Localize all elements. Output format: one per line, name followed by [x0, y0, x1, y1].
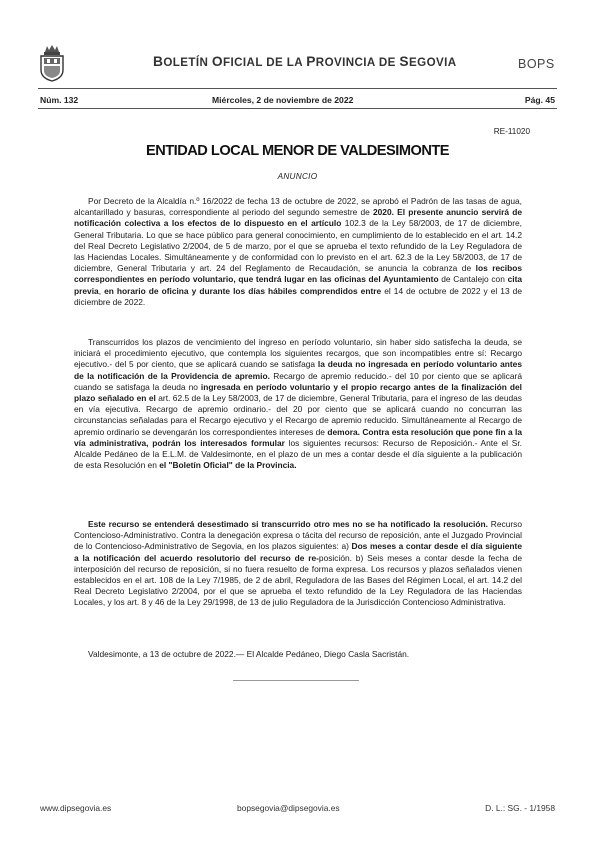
bold-text-run: el "Boletín Oficial" de la Provincia. — [159, 460, 297, 471]
entity-title: ENTIDAD LOCAL MENOR DE VALDESIMONTE — [145, 143, 450, 159]
text-run: el 14 de octubre de 2022 y el 13 de diciembre de 2022. — [74, 285, 522, 307]
bold-text-run: ingresada en período voluntario y el propio recargo antes de la finalización del plazo señalado en el — [74, 381, 522, 404]
page-number: Pág. 45 — [524, 95, 555, 105]
header-top-rule — [38, 88, 557, 89]
title-part: OLETÍN — [163, 56, 212, 69]
coat-of-arms-icon — [38, 44, 66, 82]
footer-website[interactable]: www.dipsegovia.es — [40, 803, 112, 813]
text-run: posición. b) Seis meses a contar desde la fecha de interposición del recurso de reposición, si no fuera resuelto de forma expresa. Los recursos y plazos señalados vienen establecidos en el art. 108 de la Ley 7/1985, de 2 de abril, Reguladora de las Bases del Régimen Local, el art. 14.2 del Real Decreto Legislativo 2/2004, por el que se aprueba el texto refundido de la Ley Reguladora de las Haciendas Locales, y los art. 8 y 46 de la Ley 29/1998, de 13 de julio Reguladora de la Jurisdicción Contencioso Administrativa. — [74, 552, 522, 608]
closing-divider — [233, 680, 359, 681]
title-part: EGOVIA — [409, 56, 457, 69]
issue-date: Miércoles, 2 de noviembre de 2022 — [212, 95, 354, 105]
bold-text-run: Dos meses a contar desde el día siguiente a la notificación del acuerdo resolutorio del recurso de re- — [74, 541, 522, 563]
header-bottom-rule — [38, 108, 557, 109]
text-run: art. 62.5 de la Ley 58/2003, de 17 de diciembre, General Tributaria, para el ingreso de las deudas en vía ejecutiva. Recargo de apremio ordinario.- del 20 por ciento que se aplicará cuando no concurran las circunstancias señaladas para el Recargo ejecutivo y el Recargo de apremio reducido. Simultáneamente al Recargo de apremio ordinario se devengarán los correspondientes intereses de — [74, 393, 522, 437]
text-run: Recargo de apremio reducido.- del 10 por ciento que se aplicará cuando se satisfaga la deuda no — [74, 370, 522, 392]
text-run: Transcurridos los plazos de vencimiento del ingreso en período voluntario, sin haber sido satisfecha la deuda, se iniciará el procedimiento ejecutivo, que contempla los siguientes recargos, que son incompatibles entre sí: Recargo ejecutivo.- del 5 por ciento, que se aplicará cuando se satisfaga — [74, 337, 522, 370]
title-part: ROVINCIA DE — [315, 56, 400, 69]
issue-number: Núm. 132 — [40, 95, 79, 105]
title-part: S — [399, 54, 410, 69]
text-run: Recurso Contencioso-Administrativo. Contra la denegación expresa o tácita del recurso de reposición, ante el Juzgado Provincial de lo Contencioso-Administrativo de Segovia, en los plazos siguientes: a) — [74, 519, 522, 552]
text-run: Valdesimonte, a 13 de octubre de 2022.— El Alcalde Pedáneo, Diego Casla Sacristán. — [88, 649, 410, 659]
bold-text-run: en horario de oficina y durante los días hábiles comprendidos entre — [104, 285, 382, 296]
bold-text-run: 2020. El presente anuncio servirá de notificación colectiva a los efectos de lo dispuesto en el artículo — [74, 207, 522, 229]
bulletin-title — [153, 54, 457, 69]
bold-text-run: los recibos correspondientes en período voluntario, que tendrá lugar en las oficinas del Ayuntamiento — [74, 263, 523, 285]
text-run: 102.3 de la Ley 58/2003, de 17 de diciembre, General Tributaria. Lo que se hace público para general conocimiento, en cumplimiento de lo establecido en el art. 14.2 del Real Decreto Legislativo 2/2004, de 5 de marzo, por el que se aprueba el texto refundido de la Ley Reguladora de las Haciendas Locales. Simultáneamente y de conformidad con lo previsto en el art. 62.3 de la Ley 58/2003, de 17 de diciembre, General Tributaria y art. 24 del Reglamento de Recaudación, se anuncia la cobranza de — [74, 218, 522, 274]
title-part: O — [211, 54, 224, 69]
text-run: de Cantalejo con — [438, 274, 508, 285]
text-run: los siguientes recursos: Recurso de Reposición.- Ante el Sr. Alcalde Pedáneo de la E.L.M. de Valdesimonte, en el plazo de un mes a contar desde el día siguiente a la publicación de esta Resolución en — [74, 437, 523, 471]
paragraph-decree — [74, 196, 522, 308]
title-part: P — [306, 54, 316, 69]
footer-email[interactable]: bopsegovia@dipsegovia.es — [237, 803, 340, 813]
bulletin-abbreviation: BOPS — [518, 57, 555, 71]
text-run: Por Decreto de la Alcaldía n.º 16/2022 de fecha 13 de octubre de 2022, se aprobó el Padrón de las tasas de agua, alcantarillado y basuras, correspondiente al periodo del segundo semestre de — [74, 196, 522, 218]
text-run: , — [98, 285, 105, 296]
bold-text-run: Este recurso se entenderá desestimado si transcurrido otro mes no se ha notificado la resolución. — [88, 519, 488, 529]
title-part: B — [153, 54, 164, 69]
registry-reference: RE-11020 — [493, 127, 530, 136]
bold-text-run: demora. Contra esta resolución que pone fin a la vía administrativa, podrán los interesados formular — [74, 426, 523, 448]
section-label: ANUNCIO — [277, 172, 318, 181]
paragraph-signature — [74, 649, 522, 660]
title-part: FICIAL DE LA — [223, 56, 307, 69]
paragraph-appeals — [74, 519, 522, 609]
footer-legal-deposit: D. L.: SG. - 1/1958 — [485, 803, 555, 813]
bold-text-run: cita previa — [74, 274, 523, 296]
bold-text-run: la deuda no ingresada en período voluntario antes de la notificación de la Providencia de apremio. — [74, 359, 522, 381]
paragraph-enforcement — [74, 337, 522, 471]
